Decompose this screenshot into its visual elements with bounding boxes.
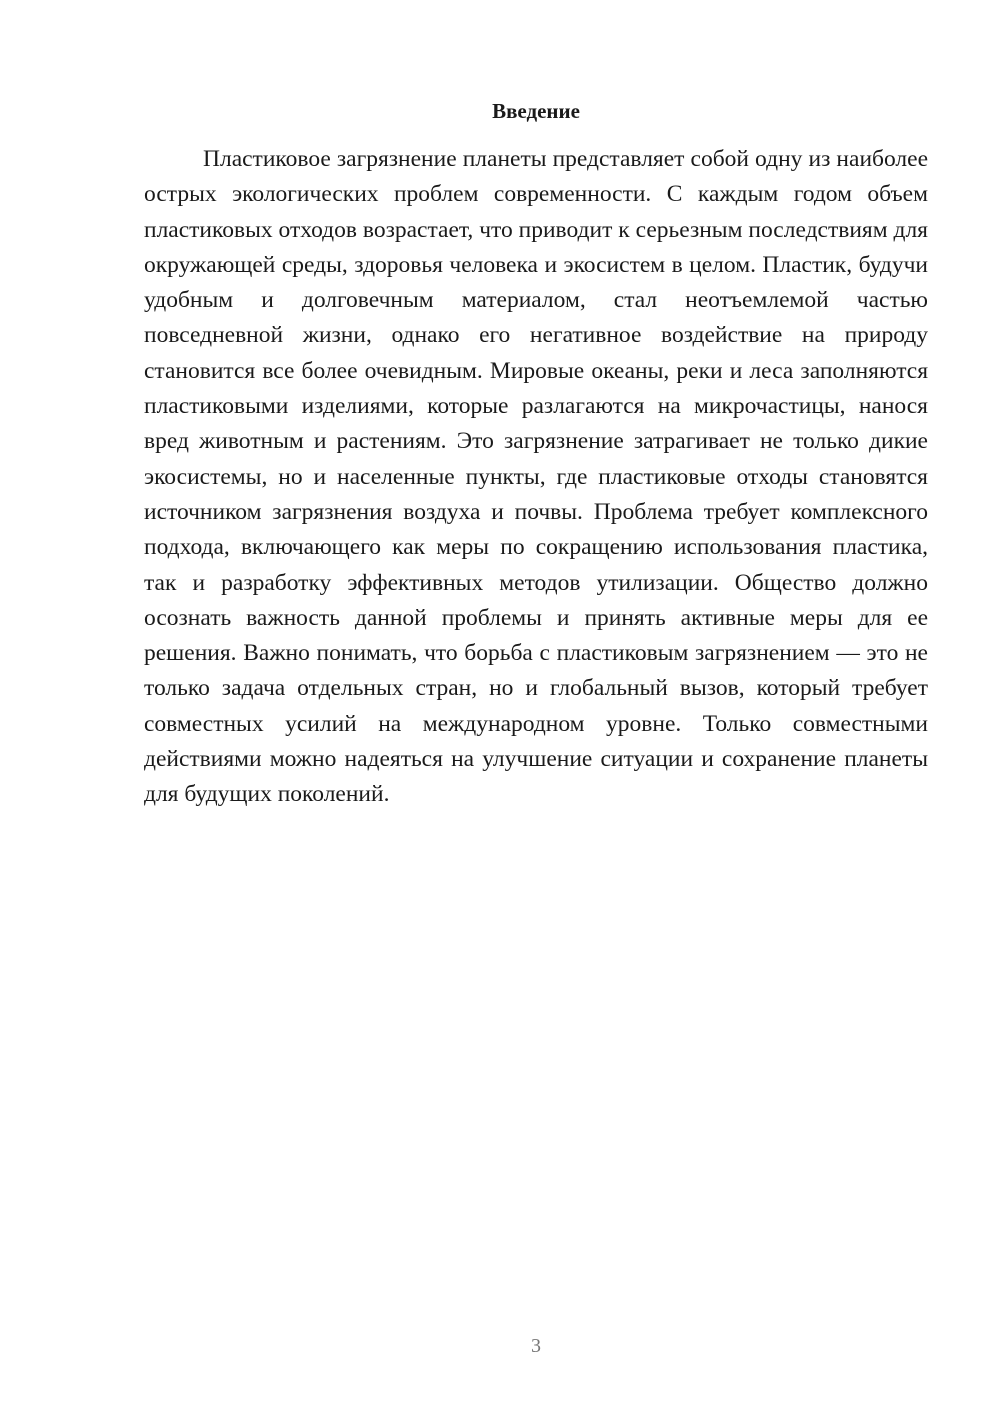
section-heading: Введение — [492, 99, 580, 123]
body-paragraph: Пластиковое загрязнение планеты представляет собой одну из наиболее острых экологических проблем современности. С каждым годом объем пластиковых отходов возрастает, что приводит к серьезным последствиям для окружающей среды, здоровья человека и экосистем в целом. Пластик, будучи удобным и долговечным материалом, стал неотъемлемой частью повседневной жизни, однако его негативное воздействие на природу становится все более очевидным. Мировые океаны, реки и леса заполняются пластиковыми изделиями, которые разлагаются на микрочастицы, нанося вред животным и растениям. Это загрязнение затрагивает не только дикие экосистемы, но и населенные пункты, где пластиковые отходы становятся источником загрязнения воздуха и почвы. Проблема требует комплексного подхода, включающего как меры по сокращению использования пластика, так и разработку эффективных методов утилизации. Общество должно осознать важность данной проблемы и принять активные меры для ее решения. Важно понимать, что борьба с пластиковым загрязнением — это не только задача отдельных стран, но и глобальный вызов, который требует совместных усилий на международном уровне. Только совместными действиями можно надеяться на улучшение ситуации и сохранение планеты для будущих поколений. — [144, 146, 928, 808]
page-number: 3 — [531, 1335, 541, 1357]
